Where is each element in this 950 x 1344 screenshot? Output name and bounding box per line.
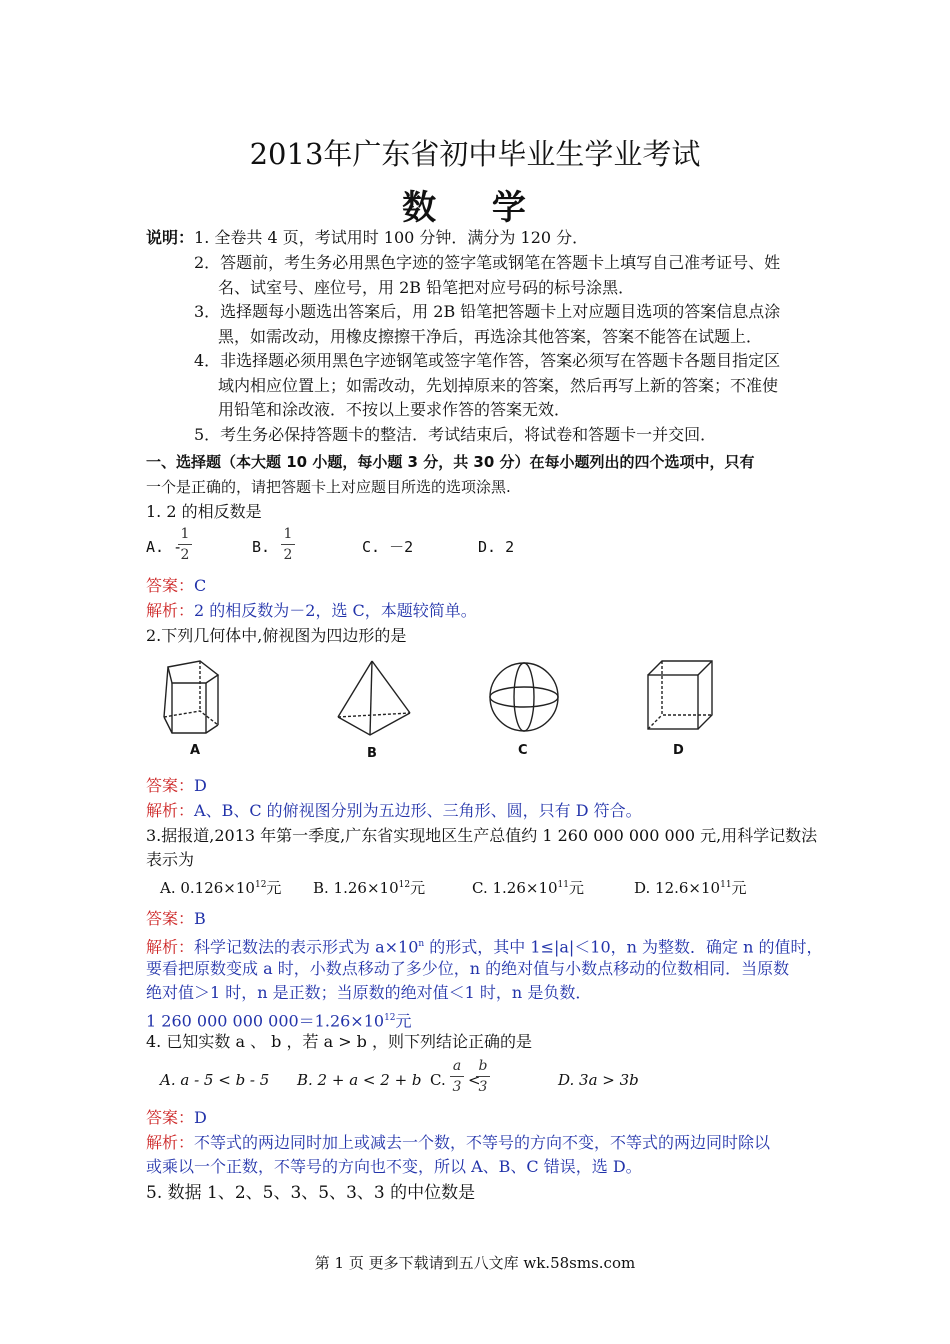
- q1-option-b-fraction: [281, 526, 295, 563]
- q3-explain-label: 解析：: [146, 937, 195, 957]
- q4-explanation-line1: 解析：不等式的两边同时加上或减去一个数，不等号的方向不变，不等式的两边同时除以: [146, 1133, 771, 1152]
- q1-explain-label: 解析：: [146, 601, 195, 620]
- q2-explain-text: A、B、C 的俯视图分别为五边形、三角形、圆，只有 D 符合。: [194, 801, 642, 820]
- q3-answer-label: 答案：: [146, 909, 195, 928]
- notes-item-4: 4．非选择题必须用黑色字迹钢笔或签字笔作答，答案必须写在答题卡各题目指定区: [194, 351, 781, 370]
- figure-label-d: D: [673, 743, 684, 758]
- q3-explanation-line2: 要看把原数变成 a 时，小数点移动了多少位，n 的绝对值与小数点移动的位数相同．当原数: [146, 959, 790, 978]
- q1-answer-value: C: [194, 576, 207, 595]
- q3-option-b: B. $1.26\times 10^{12}$元: [313, 879, 426, 897]
- notes-item-2-cont: 名、试室号、座位号，用 2B 铅笔把对应号码的标号涂黑．: [218, 278, 635, 297]
- q2-explain-label: 解析：: [146, 801, 195, 820]
- q1-option-b: B.: [252, 538, 271, 556]
- q5-stem: 5. 数据 1、2、5、3、5、3、3 的中位数是: [146, 1183, 476, 1203]
- figure-label-b: B: [367, 746, 377, 761]
- q2-answer-value: D: [194, 776, 207, 795]
- q2-stem: 2.下列几何体中,俯视图为四边形的是: [146, 626, 407, 645]
- notes-item-4-cont2: 用铅笔和涂改液．不按以上要求作答的答案无效．: [218, 400, 571, 419]
- q4-explain-label: 解析：: [146, 1133, 195, 1152]
- q1-answer: [146, 576, 206, 596]
- section1-line1: 一、选择题（本大题 10 小题，每小题 3 分，共 30 分）在每小题列出的四个选项中，只有: [146, 453, 755, 471]
- q2-answer: [146, 776, 207, 796]
- q4-answer: [146, 1108, 207, 1128]
- figure-c-sphere: [490, 663, 558, 731]
- q3-explanation-line1: 解析：科学记数法的表示形式为 $a\times 10^n$ 的形式，其中 1≤|a|＜10，n 为整数．确定 n 的值时，: [146, 937, 823, 957]
- notes-line-1: [146, 228, 588, 248]
- q1-answer-label: 答案：: [146, 576, 195, 595]
- q1-option-d: D. 2: [478, 538, 515, 556]
- q1-explain-text: 2 的相反数为－2，选 C，本题较简单。: [194, 601, 477, 620]
- q4-answer-value: D: [194, 1108, 207, 1127]
- exam-title: 2013年广东省初中毕业生学业考试: [249, 137, 701, 171]
- notes-item-2: 2．答题前，考生务必用黑色字迹的签字笔或钢笔在答题卡上填写自己准考证号、姓: [194, 253, 781, 272]
- figure-d-cube: [648, 661, 712, 729]
- q4-answer-label: 答案：: [146, 1108, 195, 1127]
- figure-b-pyramid: [338, 661, 410, 735]
- q1-stem: 1. 2 的相反数是: [146, 502, 262, 521]
- q1-a-denominator: 2: [180, 547, 190, 563]
- q1-option-a: A. -: [146, 538, 183, 556]
- q4-explanation-line2: 或乘以一个正数，不等号的方向也不变，所以 A、B、C 错误，选 D。: [146, 1157, 642, 1176]
- q3-explanation-line3: 绝对值＞1 时，n 是正数；当原数的绝对值＜1 时，n 是负数．: [146, 983, 592, 1002]
- q3-stem-line1: 3.据报道,2013 年第一季度,广东省实现地区生产总值约 1 260 000 000 000 元,用科学记数法: [146, 826, 818, 845]
- figure-label-a: A: [190, 743, 201, 758]
- notes-item-4-cont1: 域内相应位置上；如需改动，先划掉原来的答案，然后再写上新的答案；不准使: [218, 376, 779, 395]
- q4-option-d: D. 3a > 3b: [558, 1071, 639, 1089]
- q1-b-numerator: 1: [283, 526, 293, 542]
- q3-stem-line2: 表示为: [146, 850, 195, 869]
- q4-option-c-lt: <: [468, 1071, 481, 1089]
- notes-item-3: 3．选择题每小题选出答案后，用 2B 铅笔把答题卡上对应题目选项的答案信息点涂: [194, 302, 781, 321]
- q3-option-a: A. $0.126\times 10^{12}$元: [160, 879, 282, 897]
- q1-explanation: [146, 601, 477, 621]
- q4-option-a: A. a - 5 < b - 5: [160, 1071, 270, 1089]
- q4-option-c-fraction-a: a 3: [450, 1058, 464, 1095]
- q3-answer: [146, 909, 206, 929]
- q2-explanation: [146, 801, 642, 821]
- page-footer: 第 1 页 更多下载请到五八文库 wk.58sms.com: [314, 1254, 636, 1272]
- q4-option-b: B. 2 + a < 2 + b: [297, 1071, 422, 1089]
- notes-label: 说明：: [146, 228, 195, 247]
- q4-option-c-fraction-b: b 3: [476, 1058, 490, 1095]
- q1-b-denominator: 2: [283, 547, 293, 563]
- q3-option-d: D. $12.6\times 10^{11}$元: [634, 879, 747, 897]
- figure-label-c: C: [518, 743, 528, 758]
- q1-option-c: C. －2: [362, 538, 414, 556]
- q1-a-numerator: 1: [180, 526, 190, 542]
- notes-item-3-cont: 黑，如需改动，用橡皮擦擦干净后，再选涂其他答案，答案不能答在试题上．: [218, 327, 763, 346]
- q4-option-c-prefix: C.: [430, 1071, 446, 1089]
- q3-answer-value: B: [194, 909, 206, 928]
- q4-stem: 4. 已知实数 a 、 b ，若 a > b ，则下列结论正确的是: [146, 1032, 533, 1051]
- figure-a-pentagonal-prism: [164, 661, 218, 733]
- q1-option-a-fraction: [178, 526, 192, 563]
- notes-item-5: 5．考生务必保持答题卡的整洁．考试结束后，将试卷和答题卡一并交回．: [194, 425, 717, 444]
- section1-line2: 一个是正确的，请把答题卡上对应题目所选的选项涂黑.: [146, 478, 511, 496]
- q2-answer-label: 答案：: [146, 776, 195, 795]
- q3-option-c: C. $1.26\times 10^{11}$元: [472, 879, 585, 897]
- notes-item-1: 1. 全卷共 4 页，考试用时 100 分钟．满分为 120 分．: [194, 228, 589, 247]
- q2-figures: [150, 655, 750, 765]
- subject-title: 数 学: [402, 188, 548, 228]
- q3-explanation-line4: 1 260 000 000 $000=1.26\times 10^{12}$元: [146, 1011, 412, 1031]
